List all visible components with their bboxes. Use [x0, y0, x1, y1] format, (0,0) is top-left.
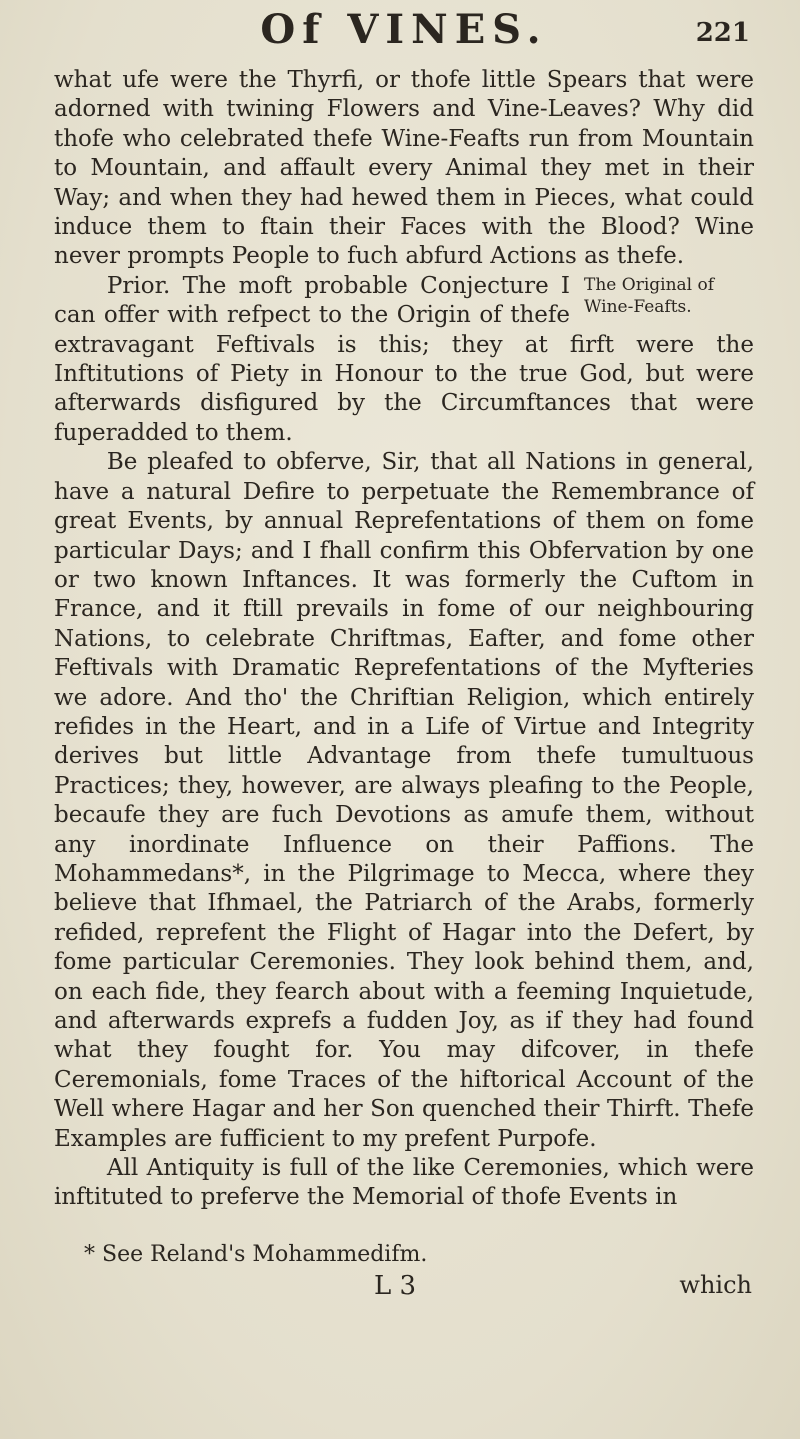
- catchword: which: [679, 1270, 752, 1299]
- margin-note: The Original of Wine-Feafts.: [584, 274, 715, 317]
- paragraph-1: what ufe were the Thyrfi, or thofe little Spears that were adorned with twining Flowers and Vine-Leaves? Why did thofe who celebrated thefe Wine-Feafts run from Mountain to Mountain, and affault every Animal they met in their Way; and when they had hewed them in Pieces, what could induce them to ftain their Faces with the Blood? Wine never prompts People to fuch abfurd Actions as thefe.: [54, 67, 754, 270]
- running-head: Of VINES.: [260, 6, 548, 53]
- paragraph-3: Be pleafed to obferve, Sir, that all Nations in general, have a natural Defire to perpetuate the Remembrance of great Events, by annual Reprefentations of them on fome particular Days; and I fhall confirm this Obfervation by one or two known Inftances. It was formerly the Cuftom in France, and it ftill prevails in fome of our neighbouring Nations, to celebrate Chriftmas, Eafter, and fome other Feftivals with Dramatic Reprefentations of the Myfteries we adore. And tho' the Chriftian Religion, which entirely refides in the Heart, and in a Life of Virtue and Integrity derives but little Advantage from thefe tumultuous Practices; they, however, are always pleafing to the People, becaufe they are fuch Devotions as amufe them, without any inordinate Influence on their Paffions. The Mohammedans*, in the Pilgrimage to Mecca, where they believe that Ifhmael, the Patriarch of the Arabs, formerly refided, reprefent the Flight of Hagar into the Defert, by fome particular Ceremonies. They look behind them, and, on each fide, they fearch about with a feeming Inquietude, and afterwards exprefs a fudden Joy, as if they had found what they fought for. You may difcover, in thefe Ceremonials, fome Traces of the hiftorical Account of the Well where Hagar and her Son quenched their Thirft. Thefe Examples are fufficient to my prefent Purpofe.: [54, 449, 754, 1152]
- paragraph-4: All Antiquity is full of the like Ceremonies, which were inftituted to preferve the Memorial of thofe Events in: [54, 1155, 754, 1211]
- body-text: [54, 66, 754, 1213]
- page-number: 221: [695, 18, 750, 48]
- signature-mark: L 3: [374, 1270, 417, 1301]
- footnote: * See Reland's Mohammedifm.: [84, 1241, 428, 1267]
- paragraph-2: Prior. The moft probable Conjecture I can offer with refpect to the Origin of thefe extravagant Feftivals is this; they at firft were the Inftitutions of Piety in Honour to the true God, but were afterwards disfigured by the Circumftances that were fuperadded to them.: [54, 272, 754, 446]
- page-header: [54, 0, 754, 66]
- page-footer: [54, 1271, 754, 1315]
